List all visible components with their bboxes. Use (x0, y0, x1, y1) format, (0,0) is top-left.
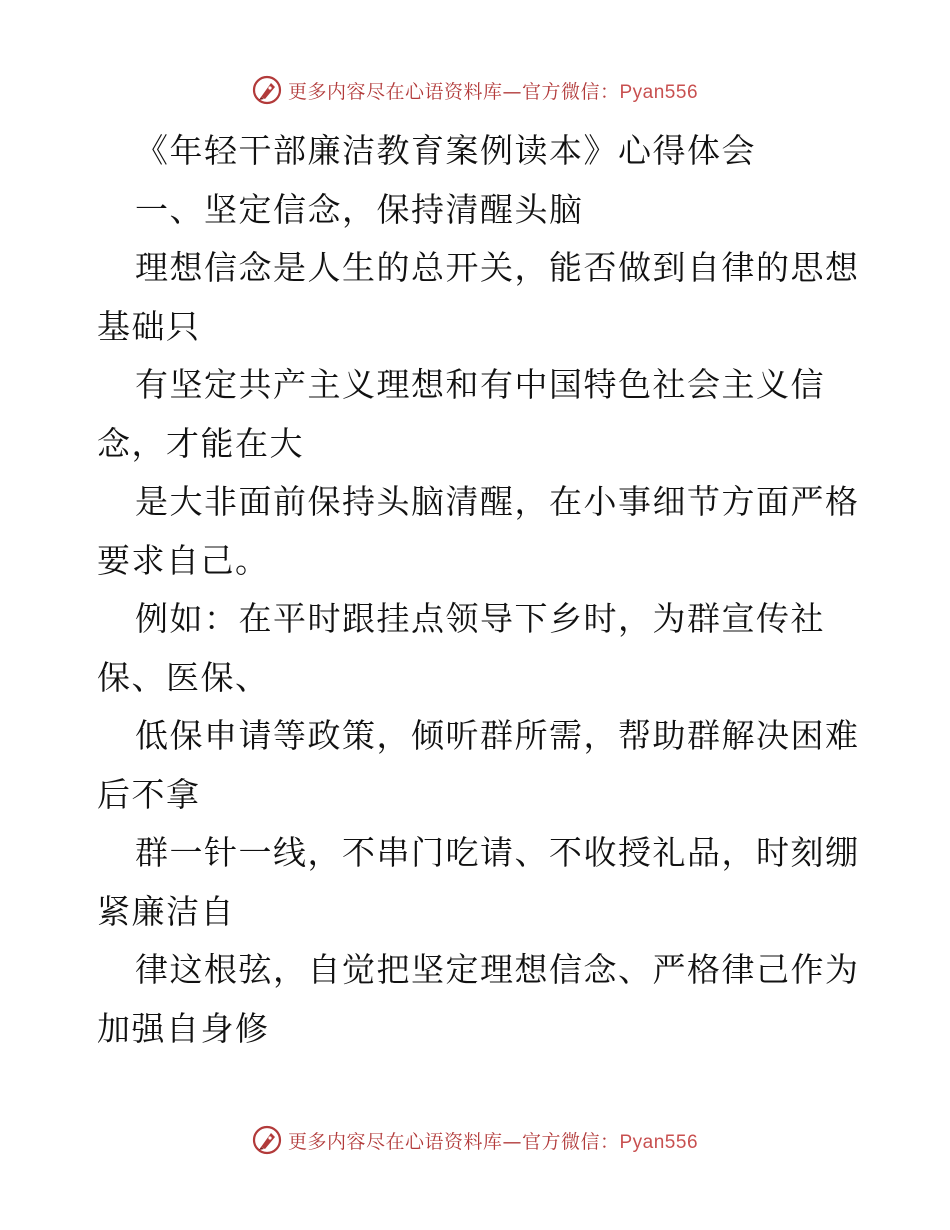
paragraph-line: 念，才能在大 (97, 423, 304, 463)
watermark-text (288, 77, 698, 104)
paragraph-line: 保、医保、 (97, 657, 270, 697)
document-title: 《年轻干部廉洁教育案例读本》心得体会 (135, 131, 756, 170)
paragraph-line: 紧廉洁自 (97, 891, 235, 931)
watermark-site-text: 更多内容尽在心语资料库 (287, 1130, 503, 1153)
watermark-handle: Pyan556 (619, 81, 699, 103)
watermark-label: 官方微信： (521, 1130, 620, 1153)
paragraph-line: 加强自身修 (97, 1008, 270, 1048)
watermark-separator: — (502, 1130, 522, 1153)
paragraph-line: 群一针一线，不串门吃请、不收授礼品，时刻绷 (135, 833, 860, 872)
watermark-text (288, 1127, 698, 1154)
section-heading: 一、坚定信念，保持清醒头脑 (135, 189, 584, 229)
pen-nib-logo-icon (252, 75, 282, 105)
paragraph-line: 低保申请等政策，倾听群所需，帮助群解决困难 (135, 716, 860, 755)
paragraph-line: 后不拿 (97, 774, 201, 814)
paragraph-line: 要求自己。 (97, 540, 270, 580)
watermark-site-text: 更多内容尽在心语资料库 (287, 80, 503, 103)
paragraph-line: 有坚定共产主义理想和有中国特色社会主义信 (135, 365, 825, 404)
watermark-label: 官方微信： (521, 80, 620, 103)
paragraph-line: 例如：在平时跟挂点领导下乡时，为群宣传社 (135, 599, 825, 638)
watermark-banner-bottom (0, 1120, 950, 1160)
watermark-handle: Pyan556 (619, 1131, 699, 1153)
pen-nib-logo-icon (252, 1125, 282, 1155)
paragraph-line: 律这根弦，自觉把坚定理想信念、严格律己作为 (135, 950, 860, 989)
paragraph-line: 理想信念是人生的总开关，能否做到自律的思想 (135, 248, 860, 287)
watermark-separator: — (502, 80, 522, 103)
document-body (97, 122, 860, 1058)
watermark-banner-top (0, 70, 950, 110)
paragraph-line: 是大非面前保持头脑清醒，在小事细节方面严格 (135, 482, 860, 521)
paragraph-line: 基础只 (97, 306, 201, 346)
